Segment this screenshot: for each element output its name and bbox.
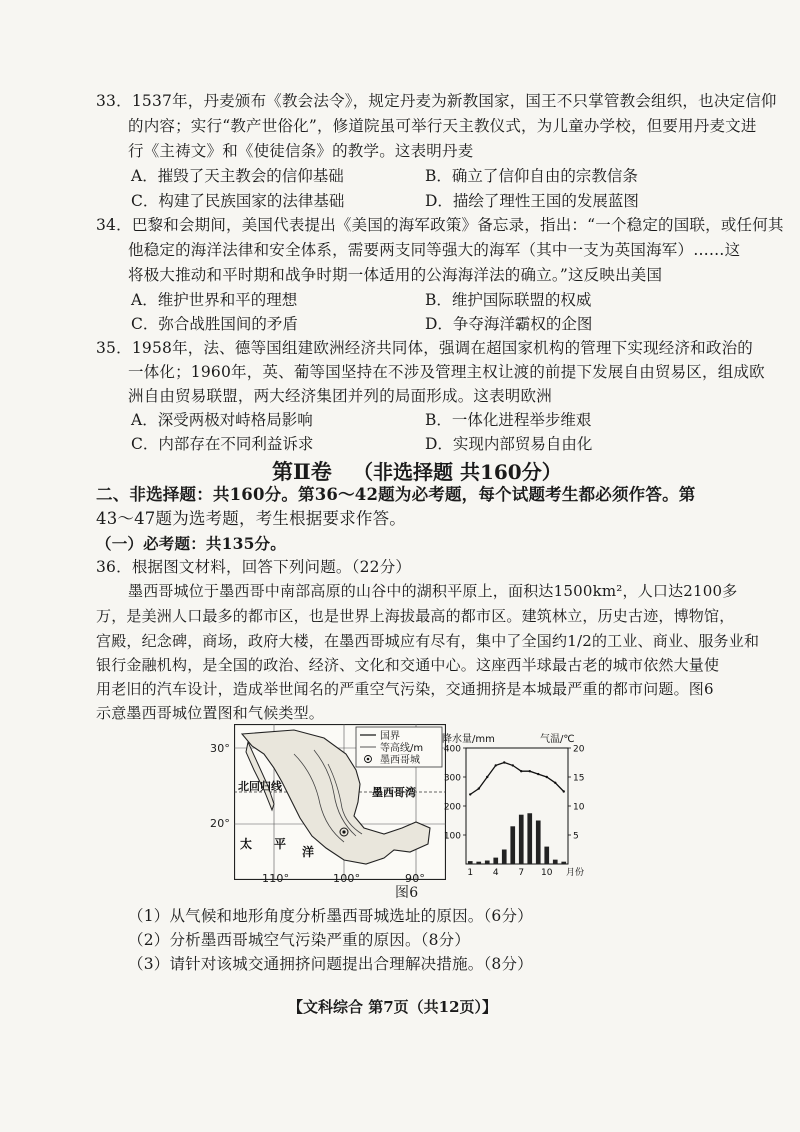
temp-tick-label-10: 10 — [573, 802, 585, 813]
temp-point-month-8 — [529, 770, 531, 772]
temp-tick-label-15: 15 — [573, 773, 585, 784]
precip-tick-label-200: 200 — [443, 802, 461, 813]
q33-option-b: B．确立了信仰自由的宗教信条 — [425, 167, 638, 185]
page-footer: 【文科综合 第7页（共12页）】 — [288, 998, 498, 1016]
q36-para-line-2: 万，是美洲人口最多的都市区，也是世界上海拔最高的都市区。建筑林立，历史古迹，博物馆， — [96, 607, 735, 625]
temp-point-month-7 — [520, 770, 522, 772]
q35-option-c: C．内部存在不同利益诉求 — [131, 435, 314, 453]
lon-90-label: 90° — [405, 872, 426, 885]
mexico-city-climate-chart — [440, 730, 590, 880]
q34-line-3: 将极大推动和平时期和战争时期一体适用的公海海洋法的确立。”这反映出美国 — [128, 266, 663, 284]
temperature-curve — [470, 763, 564, 795]
q33-option-a: A．摧毁了天主教会的信仰基础 — [131, 167, 344, 185]
q33-option-c: C．构建了民族国家的法律基础 — [131, 192, 345, 210]
required-heading: （一）必考题：共135分。 — [96, 534, 286, 553]
precip-bar-month-12 — [561, 862, 566, 864]
precip-bar-month-4 — [493, 858, 498, 864]
q34-option-a: A．维护世界和平的理想 — [131, 291, 298, 309]
pacific-label-2: 平 — [274, 837, 287, 851]
precip-tick-label-100: 100 — [443, 831, 461, 842]
q35-option-d: D．实现内部贸易自由化 — [425, 435, 593, 453]
q34-option-b: B．维护国际联盟的权威 — [425, 291, 592, 309]
precip-axis-title: 降水量/mm — [442, 734, 495, 745]
temp-point-month-2 — [478, 787, 480, 789]
temp-point-month-10 — [546, 776, 548, 778]
q34-option-c: C．弥合战胜国间的矛盾 — [131, 315, 298, 333]
q36-sub-2: （2）分析墨西哥城空气污染严重的原因。（8分） — [128, 931, 471, 949]
precip-bar-month-7 — [519, 815, 524, 864]
q36-intro: 36．根据图文材料，回答下列问题。（22分） — [96, 558, 412, 576]
section-ii-title — [272, 456, 562, 486]
q36-para-line-3: 宫殿，纪念碑，商场，政府大楼，在墨西哥城应有尽有，集中了全国约1/2的工业、商业、服务业和 — [96, 632, 760, 650]
q36-sub-3: （3）请针对该城交通拥挤问题提出合理解决措施。（8分） — [128, 955, 533, 973]
lat-30-label: 30° — [210, 742, 231, 755]
month-tick-label-1: 1 — [467, 868, 474, 878]
q33-line-2: 的内容；实行“教产世俗化”，修道院虽可举行天主教仪式，为儿童办学校，但要用丹麦文进 — [128, 117, 757, 135]
precip-bar-month-9 — [536, 821, 541, 865]
temp-axis-title: 气温/℃ — [540, 734, 575, 745]
temp-point-month-5 — [503, 761, 505, 763]
pacific-label-3: 洋 — [302, 845, 315, 859]
precip-bar-month-1 — [468, 861, 473, 864]
tropic-label: 北回归线 — [238, 780, 282, 793]
section-ii-heading-line-1: 二、非选择题：共160分。第36～42题为必考题，每个试题考生都必须作答。第 — [96, 485, 696, 504]
q33-line-1: 33．1537年，丹麦颁布《教会法令》，规定丹麦为新教国家，国王不只掌管教会组织，也决定信仰 — [96, 92, 777, 110]
precip-tick-label-300: 300 — [443, 773, 461, 784]
temp-point-month-11 — [554, 782, 556, 784]
mexico-location-map — [234, 724, 446, 880]
temp-point-month-6 — [512, 764, 514, 766]
q35-line-2: 一体化；1960年，英、葡等国坚持在不涉及管理主权让渡的前提下发展自由贸易区，组成欧 — [128, 363, 765, 381]
pacific-label-1: 太 — [240, 837, 253, 851]
q36-para-line-1: 墨西哥城位于墨西哥中南部高原的山谷中的湖积平原上，面积达1500km²，人口达2100多 — [128, 582, 738, 600]
precip-bar-month-2 — [476, 862, 481, 864]
chart-frame — [466, 748, 568, 864]
temp-point-month-3 — [486, 776, 488, 778]
q33-line-3: 行《主祷文》和《使徒信条》的教学。这表明丹麦 — [128, 142, 474, 160]
temp-tick-label-20: 20 — [573, 744, 585, 755]
lon-110-label: 110° — [262, 872, 290, 885]
month-tick-label-7: 7 — [518, 868, 525, 878]
q35-option-b: B．一体化进程举步维艰 — [425, 411, 592, 429]
lat-20-label: 20° — [210, 817, 231, 830]
q35-line-3: 洲自由贸易联盟，两大经济集团并列的局面形成。这表明欧洲 — [128, 387, 552, 405]
temp-point-month-1 — [469, 793, 471, 795]
month-tick-label-4: 4 — [492, 868, 499, 878]
temp-point-month-12 — [563, 790, 565, 792]
q36-para-line-6: 示意墨西哥城位置图和气候类型。 — [96, 704, 325, 722]
precip-bar-month-11 — [553, 860, 558, 864]
precip-bar-month-10 — [544, 847, 549, 864]
legend-border-label: 国界 — [380, 731, 400, 742]
precip-bar-month-5 — [502, 850, 507, 865]
temp-point-month-4 — [495, 764, 497, 766]
q34-line-2: 他稳定的海洋法律和安全体系，需要两支同等强大的海军（其中一支为英国海军）……这 — [128, 241, 741, 259]
legend-city-label: 墨西哥城 — [380, 755, 420, 766]
legend-contour-label: 等高线/m — [380, 743, 424, 754]
month-tick-label-10: 10 — [541, 868, 553, 878]
precip-bar-month-8 — [527, 813, 532, 864]
gulf-of-mexico-label: 墨西哥湾 — [372, 786, 416, 799]
q34-option-d: D．争夺海洋霸权的企图 — [425, 315, 593, 333]
section-ii-label: 第Ⅱ卷 — [272, 459, 332, 484]
precip-bar-month-3 — [485, 861, 490, 864]
temp-tick-label-5: 5 — [573, 831, 579, 842]
q36-para-line-5: 用老旧的汽车设计，造成举世闻名的严重空气污染，交通拥挤是本城最严重的都市问题。图6 — [96, 680, 714, 698]
figure-caption: 图6 — [395, 885, 419, 901]
q36-para-line-4: 银行金融机构，是全国的政治、经济、文化和交通中心。这座西半球最古老的城市依然大量使 — [96, 656, 720, 674]
q35-line-1: 35．1958年，法、德等国组建欧洲经济共同体，强调在超国家机构的管理下实现经济和政治的 — [96, 339, 753, 357]
q36-sub-1: （1）从气候和地形角度分析墨西哥城选址的原因。（6分） — [128, 907, 533, 925]
temp-point-month-9 — [537, 773, 539, 775]
precip-bar-month-6 — [510, 826, 515, 864]
q34-line-1: 34．巴黎和会期间，美国代表提出《美国的海军政策》备忘录，指出：“一个稳定的国联，或任何其 — [96, 216, 784, 234]
section-ii-heading-line-2: 43～47题为选考题，考生根据要求作答。 — [96, 509, 406, 528]
section-ii-subtitle: （非选择题 共160分） — [353, 460, 562, 484]
precip-tick-label-400: 400 — [443, 744, 461, 755]
lon-100-label: 100° — [333, 872, 361, 885]
month-axis-unit: 月份 — [566, 868, 585, 878]
q33-option-d: D．描绘了理性王国的发展蓝图 — [425, 192, 639, 210]
q35-option-a: A．深受两极对峙格局影响 — [131, 411, 313, 429]
